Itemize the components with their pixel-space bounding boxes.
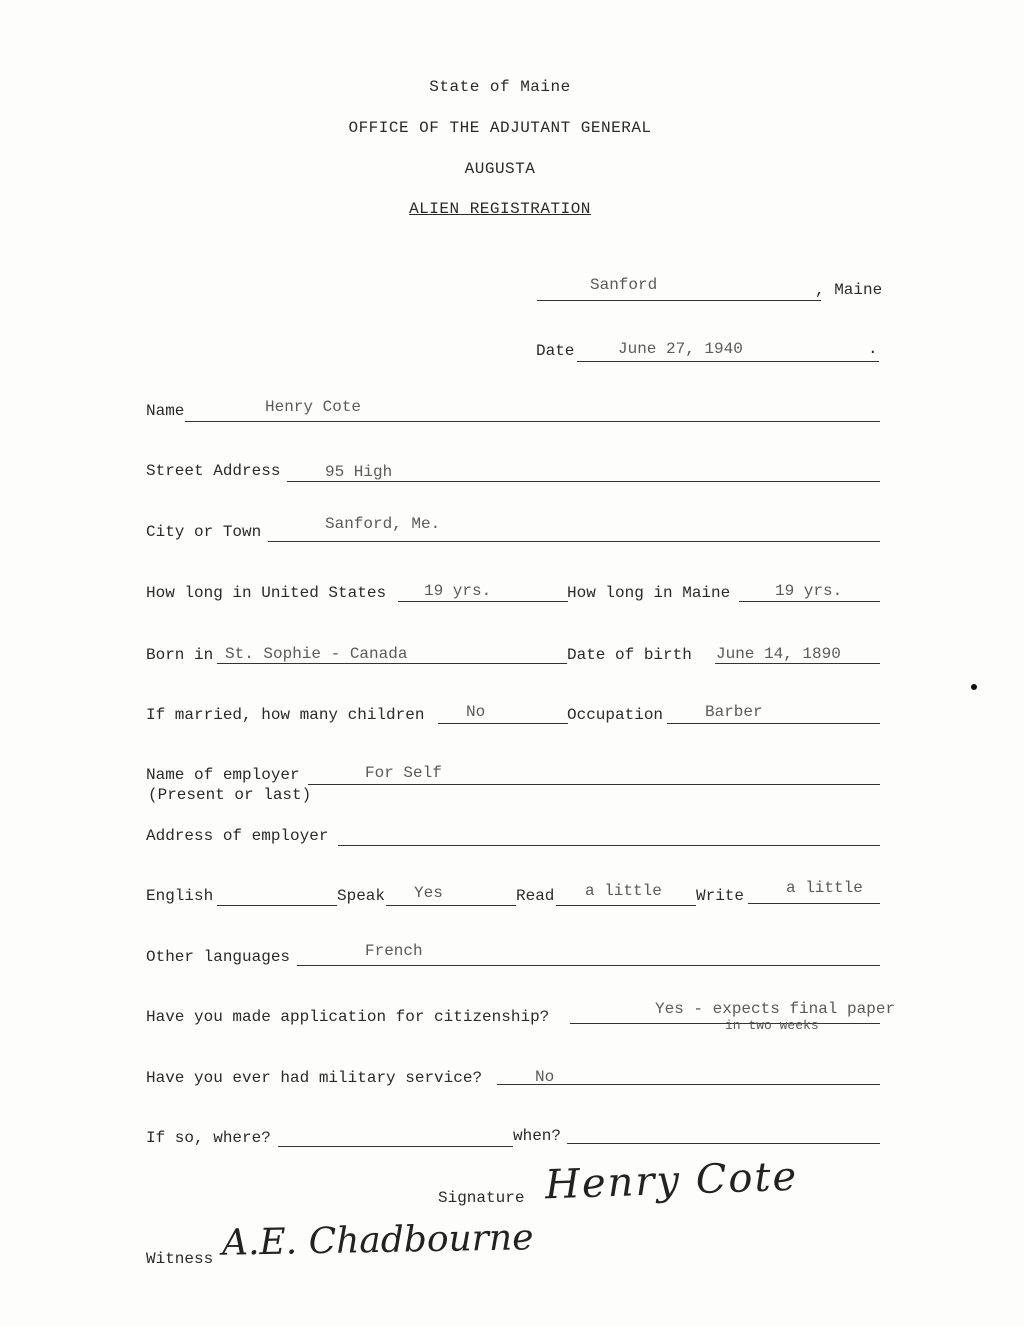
city-label: City or Town — [146, 523, 262, 541]
military-line — [497, 1084, 880, 1085]
citizenship-label: Have you made application for citizenship? — [146, 1008, 550, 1026]
us-duration-line — [398, 601, 568, 602]
occupation-value: Barber — [705, 703, 763, 721]
other-languages-line — [297, 965, 880, 966]
office-heading: OFFICE OF THE ADJUTANT GENERAL — [348, 119, 652, 137]
born-in-label: Born in — [146, 646, 214, 664]
maine-duration-line — [739, 601, 880, 602]
street-value: 95 High — [325, 463, 393, 481]
date-end: . — [868, 340, 878, 358]
date-label: Date — [536, 342, 575, 360]
birth-date-line — [715, 663, 880, 664]
us-duration-label: How long in United States — [146, 584, 387, 602]
children-value: No — [466, 703, 486, 721]
employer-label: Name of employer — [146, 766, 300, 784]
employer-value: For Self — [365, 764, 442, 782]
witness-label: Witness — [146, 1250, 214, 1268]
read-label: Read — [516, 887, 555, 905]
date-value: June 27, 1940 — [618, 340, 743, 358]
other-languages-label: Other languages — [146, 948, 291, 966]
name-label: Name — [146, 402, 185, 420]
where-line — [278, 1146, 513, 1147]
speak-value: Yes — [414, 884, 443, 902]
employer-line — [308, 784, 880, 785]
state-suffix: , Maine — [815, 281, 883, 299]
when-label: when? — [513, 1127, 562, 1145]
date-line — [577, 361, 879, 362]
speak-label: Speak — [337, 887, 386, 905]
witness-signature: A.E. Chadbourne — [221, 1217, 534, 1264]
maine-duration-label: How long in Maine — [567, 584, 731, 602]
city-heading: AUGUSTA — [464, 160, 536, 178]
form-title: ALIEN REGISTRATION — [409, 200, 591, 218]
when-line — [567, 1143, 880, 1144]
name-value: Henry Cote — [265, 398, 362, 416]
state-heading: State of Maine — [429, 78, 571, 96]
us-duration-value: 19 yrs. — [424, 582, 492, 600]
other-languages-value: French — [365, 942, 423, 960]
write-label: Write — [696, 887, 745, 905]
name-line — [185, 421, 880, 422]
street-label: Street Address — [146, 462, 281, 480]
stray-ink-mark — [971, 684, 977, 690]
citizenship-value-continued: in two weeks — [725, 1018, 819, 1033]
citizenship-value: Yes - expects final paper — [655, 1000, 896, 1018]
write-line — [748, 903, 880, 904]
signature-value: Henry Cote — [544, 1153, 799, 1209]
where-label: If so, where? — [146, 1129, 271, 1147]
city-value: Sanford, Me. — [325, 515, 441, 533]
read-value: a little — [585, 882, 662, 900]
employer-address-label: Address of employer — [146, 827, 329, 845]
employer-sublabel: (Present or last) — [148, 786, 312, 804]
employer-address-line — [338, 845, 880, 846]
children-line — [438, 723, 568, 724]
write-value: a little — [786, 879, 863, 897]
birth-date-label: Date of birth — [567, 646, 692, 664]
maine-duration-value: 19 yrs. — [775, 582, 843, 600]
read-line — [556, 905, 696, 906]
city-line — [268, 541, 880, 542]
military-value: No — [535, 1068, 555, 1086]
born-in-value: St. Sophie - Canada — [225, 645, 408, 663]
signature-label: Signature — [438, 1189, 525, 1207]
english-line — [217, 905, 337, 906]
military-label: Have you ever had military service? — [146, 1069, 483, 1087]
street-line — [287, 481, 880, 482]
town-line — [537, 300, 821, 301]
children-label: If married, how many children — [146, 706, 425, 724]
town-value: Sanford — [590, 276, 658, 294]
birth-date-value: June 14, 1890 — [716, 645, 841, 663]
occupation-line — [667, 723, 880, 724]
english-label: English — [146, 887, 214, 905]
speak-line — [386, 905, 516, 906]
born-in-line — [217, 663, 567, 664]
occupation-label: Occupation — [567, 706, 664, 724]
